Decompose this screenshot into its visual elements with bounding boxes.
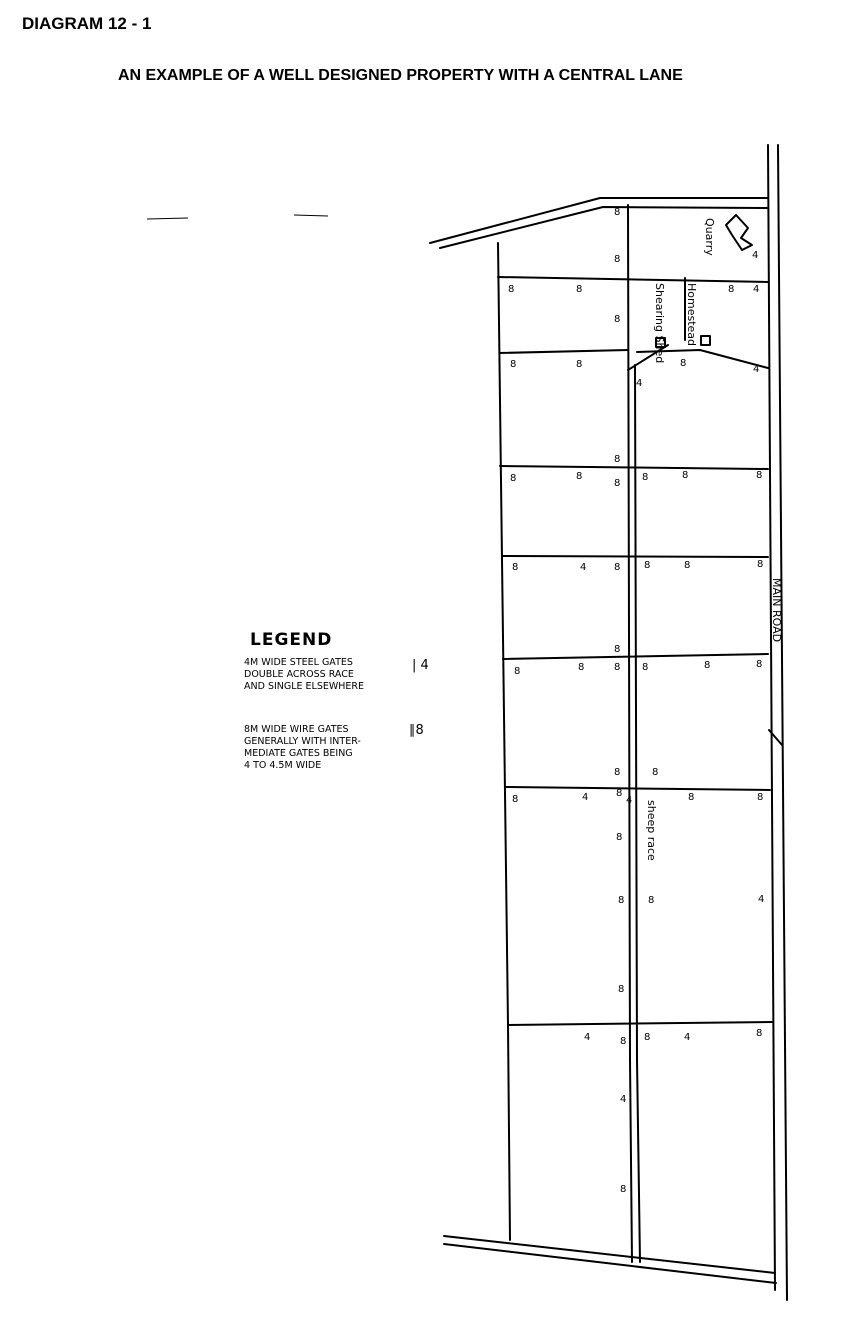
wire-gate-mark: 8 (576, 284, 583, 295)
quarry-label: Quarry (703, 218, 716, 256)
wire-gate-mark: 8 (620, 1036, 627, 1047)
sheep-race-label: sheep race (645, 800, 658, 861)
homestead-building (701, 336, 710, 345)
legend-line: DOUBLE ACROSS RACE (244, 669, 354, 680)
wire-gate-mark: 8 (616, 788, 623, 799)
wire-gate-mark: 8 (644, 560, 651, 571)
wire-gate-mark: 8 (576, 471, 583, 482)
wire-gate-mark: 8 (756, 659, 763, 670)
fence-2 (500, 350, 628, 353)
steel-gate-mark: 4 (582, 792, 589, 803)
wire-gate-mark: 8 (644, 1032, 651, 1043)
main-road-west-edge (768, 145, 775, 1290)
wire-gate-mark: 8 (512, 562, 519, 573)
wire-gate-mark: 8 (614, 254, 621, 265)
wire-gate-mark: 8 (688, 792, 695, 803)
main-road-label: MAIN ROAD (770, 578, 783, 643)
diagram-title: AN EXAMPLE OF A WELL DESIGNED PROPERTY WITH A CENTRAL LANE (118, 67, 683, 84)
legend-line: AND SINGLE ELSEWHERE (244, 681, 365, 692)
legend-line: GENERALLY WITH INTER- (244, 736, 361, 747)
south-boundary-road-inner (444, 1244, 776, 1283)
wire-gate-mark: 8 (614, 454, 621, 465)
wire-gate-mark: 8 (512, 794, 519, 805)
legend-line: 4M WIDE STEEL GATES (244, 657, 353, 668)
fence-3 (500, 466, 768, 469)
wire-gate-mark: 8 (510, 473, 517, 484)
wire-gate-mark: 8 (614, 562, 621, 573)
legend-title: LEGEND (250, 630, 333, 650)
diagram-label: DIAGRAM 12 - 1 (22, 14, 152, 33)
central-lane-east (635, 365, 643, 1262)
wire-gate-mark: 8 (510, 359, 517, 370)
wire-gate-mark: 8 (684, 560, 691, 571)
steel-gate-mark: 4 (684, 1032, 691, 1043)
steel-gate-symbol: | 4 (412, 658, 429, 673)
wire-gate-mark: 8 (757, 792, 764, 803)
steel-gate-mark: 4 (580, 562, 587, 573)
wire-gate-mark: 8 (618, 984, 625, 995)
wire-gate-mark: 8 (614, 478, 621, 489)
wire-gate-mark: 8 (652, 767, 659, 778)
wire-gate-mark: 8 (648, 895, 655, 906)
wire-gate-mark: 8 (614, 767, 621, 778)
legend-steel-gates (244, 657, 364, 693)
legend-line: 4 TO 4.5M WIDE (244, 760, 322, 771)
wire-gate-mark: 8 (614, 644, 621, 655)
legend-line: 8M WIDE WIRE GATES (244, 724, 349, 735)
steel-gate-mark: 4 (626, 795, 633, 806)
stray-mark (294, 215, 328, 216)
steel-gate-mark: 4 (752, 250, 759, 261)
wire-gate-mark: 8 (757, 559, 764, 570)
wire-gate-mark: 8 (680, 358, 687, 369)
steel-gate-mark: 4 (758, 894, 765, 905)
steel-gate-mark: 4 (620, 1094, 627, 1105)
main-road-east-edge (778, 145, 787, 1300)
wire-gate-symbol: ∥8 (409, 723, 424, 738)
west-boundary (498, 243, 510, 1240)
wire-gate-mark: 8 (614, 662, 621, 673)
wire-gate-mark: 8 (578, 662, 585, 673)
quarry-outline (726, 215, 752, 250)
homestead-label: Homestead (685, 283, 698, 347)
shearing-shed-label: Shearing Shed (653, 283, 666, 364)
fence-6 (505, 787, 770, 790)
wire-gate-mark: 8 (576, 359, 583, 370)
wire-gate-mark: 8 (728, 284, 735, 295)
wire-gate-mark: 8 (614, 314, 621, 325)
legend-wire-gates (244, 724, 361, 772)
wire-gate-mark: 8 (508, 284, 515, 295)
central-lane-west (628, 205, 632, 1262)
steel-gate-mark: 4 (636, 378, 643, 389)
wire-gate-mark: 8 (704, 660, 711, 671)
steel-gate-mark: 4 (584, 1032, 591, 1043)
north-boundary-road (430, 198, 768, 243)
fence-1 (498, 277, 768, 282)
fence-7 (508, 1022, 772, 1025)
fence-4 (502, 556, 768, 557)
legend-line: MEDIATE GATES BEING (244, 748, 353, 759)
wire-gate-mark: 8 (618, 895, 625, 906)
steel-gate-mark: 4 (753, 284, 760, 295)
wire-gate-mark: 8 (756, 1028, 763, 1039)
wire-gate-mark: 8 (642, 472, 649, 483)
south-boundary-road (444, 1236, 775, 1273)
wire-gate-mark: 8 (620, 1184, 627, 1195)
wire-gate-mark: 8 (642, 662, 649, 673)
stray-mark (147, 218, 188, 219)
steel-gate-mark: 4 (753, 364, 760, 375)
wire-gate-mark: 8 (682, 470, 689, 481)
map-labels (645, 218, 783, 861)
wire-gate-mark: 8 (616, 832, 623, 843)
wire-gate-mark: 8 (756, 470, 763, 481)
wire-gate-mark: 8 (614, 207, 621, 218)
wire-gate-mark: 8 (514, 666, 521, 677)
